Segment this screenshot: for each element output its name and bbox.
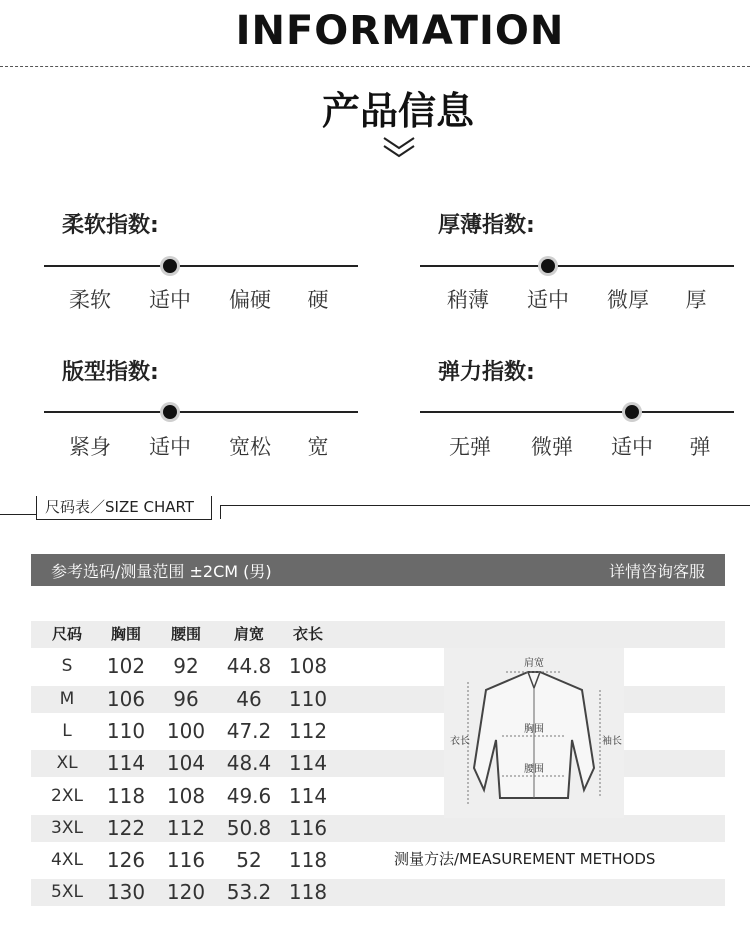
table-cell: 126 <box>106 848 146 873</box>
double-chevron-down-icon <box>382 134 416 162</box>
table-cell: 47.2 <box>226 718 272 743</box>
table-cell: 100 <box>166 718 206 743</box>
table-cell: 112 <box>288 718 328 743</box>
index-scale-line <box>420 411 734 413</box>
table-cell: 48.4 <box>226 751 272 776</box>
index-scale-line <box>420 265 734 267</box>
table-cell: L <box>62 720 72 741</box>
table-cell: 49.6 <box>226 783 272 808</box>
page-title: INFORMATION <box>235 8 565 54</box>
index-option: 宽松 <box>229 435 271 459</box>
index-label: 厚薄指数: <box>438 213 535 238</box>
table-cell: 53.2 <box>226 880 272 905</box>
column-header: 胸围 <box>110 625 141 643</box>
index-option: 宽 <box>307 435 329 459</box>
index-option: 无弹 <box>449 435 491 459</box>
column-header: 衣长 <box>292 625 323 643</box>
index-label: 弹力指数: <box>438 360 535 385</box>
section-rule <box>220 505 750 506</box>
table-cell: 116 <box>166 848 206 873</box>
index-option: 微厚 <box>607 288 649 312</box>
table-cell: 118 <box>288 880 328 905</box>
table-cell: 116 <box>288 815 328 840</box>
table-cell: 110 <box>106 718 146 743</box>
column-header: 尺码 <box>51 625 82 643</box>
index-option: 弹 <box>689 435 711 459</box>
table-cell: 114 <box>106 751 146 776</box>
index-option: 适中 <box>611 435 653 459</box>
section-rule-tick <box>220 505 221 519</box>
table-cell: 52 <box>236 848 262 873</box>
sleeve-label: 袖长 <box>602 736 622 747</box>
table-cell: 114 <box>288 751 328 776</box>
contact-service-link: 详情咨询客服 <box>608 562 705 581</box>
dashed-divider <box>0 66 750 67</box>
index-option: 紧身 <box>69 435 111 459</box>
size-chart-banner <box>31 554 725 586</box>
table-row <box>31 815 725 842</box>
table-cell: 92 <box>173 654 199 679</box>
table-cell: 3XL <box>51 817 83 838</box>
index-option: 适中 <box>149 288 191 312</box>
index-label: 柔软指数: <box>62 213 159 238</box>
table-cell: 104 <box>166 751 206 776</box>
index-marker <box>163 259 177 273</box>
index-option: 硬 <box>307 288 329 312</box>
table-cell: 122 <box>106 815 146 840</box>
page-subtitle: 产品信息 <box>321 89 474 133</box>
column-header: 肩宽 <box>233 625 264 643</box>
index-option: 适中 <box>527 288 569 312</box>
table-row <box>31 879 725 906</box>
table-cell: S <box>61 656 73 677</box>
table-cell: 46 <box>236 686 262 711</box>
table-cell: 108 <box>288 654 328 679</box>
section-rule <box>0 514 36 515</box>
index-scale-line <box>44 411 358 413</box>
table-header-row <box>31 621 725 648</box>
index-label: 版型指数: <box>62 360 159 385</box>
table-cell: M <box>59 688 75 709</box>
table-cell: 114 <box>288 783 328 808</box>
table-cell: 108 <box>166 783 206 808</box>
table-cell: 4XL <box>51 850 83 871</box>
waist-label: 腰围 <box>524 764 544 775</box>
index-marker <box>163 405 177 419</box>
table-cell: 130 <box>106 880 146 905</box>
measurement-note: 参考选码/测量范围 ±2CM (男) <box>51 562 272 581</box>
table-cell: 2XL <box>51 785 83 806</box>
table-cell: 96 <box>173 686 199 711</box>
index-option: 适中 <box>149 435 191 459</box>
table-cell: 5XL <box>51 882 83 903</box>
table-cell: 118 <box>106 783 146 808</box>
shoulder-width-label: 肩宽 <box>524 658 544 669</box>
table-cell: 120 <box>166 880 206 905</box>
shirt-measurement-diagram <box>444 648 624 818</box>
table-cell: XL <box>56 753 78 774</box>
index-marker <box>541 259 555 273</box>
table-cell: 102 <box>106 654 146 679</box>
figure-caption: 测量方法/MEASUREMENT METHODS <box>394 850 656 868</box>
index-option: 厚 <box>685 288 707 312</box>
index-option: 偏硬 <box>229 288 271 312</box>
index-option: 微弹 <box>531 435 573 459</box>
index-option: 稍薄 <box>447 288 489 312</box>
table-cell: 110 <box>288 686 328 711</box>
index-marker <box>625 405 639 419</box>
chest-label: 胸围 <box>524 724 544 735</box>
column-header: 腰围 <box>170 625 201 643</box>
index-option: 柔软 <box>69 288 111 312</box>
length-label: 衣长 <box>450 736 470 747</box>
table-cell: 50.8 <box>226 815 272 840</box>
table-cell: 112 <box>166 815 206 840</box>
index-scale-line <box>44 265 358 267</box>
size-chart-title: 尺码表／SIZE CHART <box>36 496 212 520</box>
table-cell: 118 <box>288 848 328 873</box>
table-cell: 106 <box>106 686 146 711</box>
table-cell: 44.8 <box>226 654 272 679</box>
